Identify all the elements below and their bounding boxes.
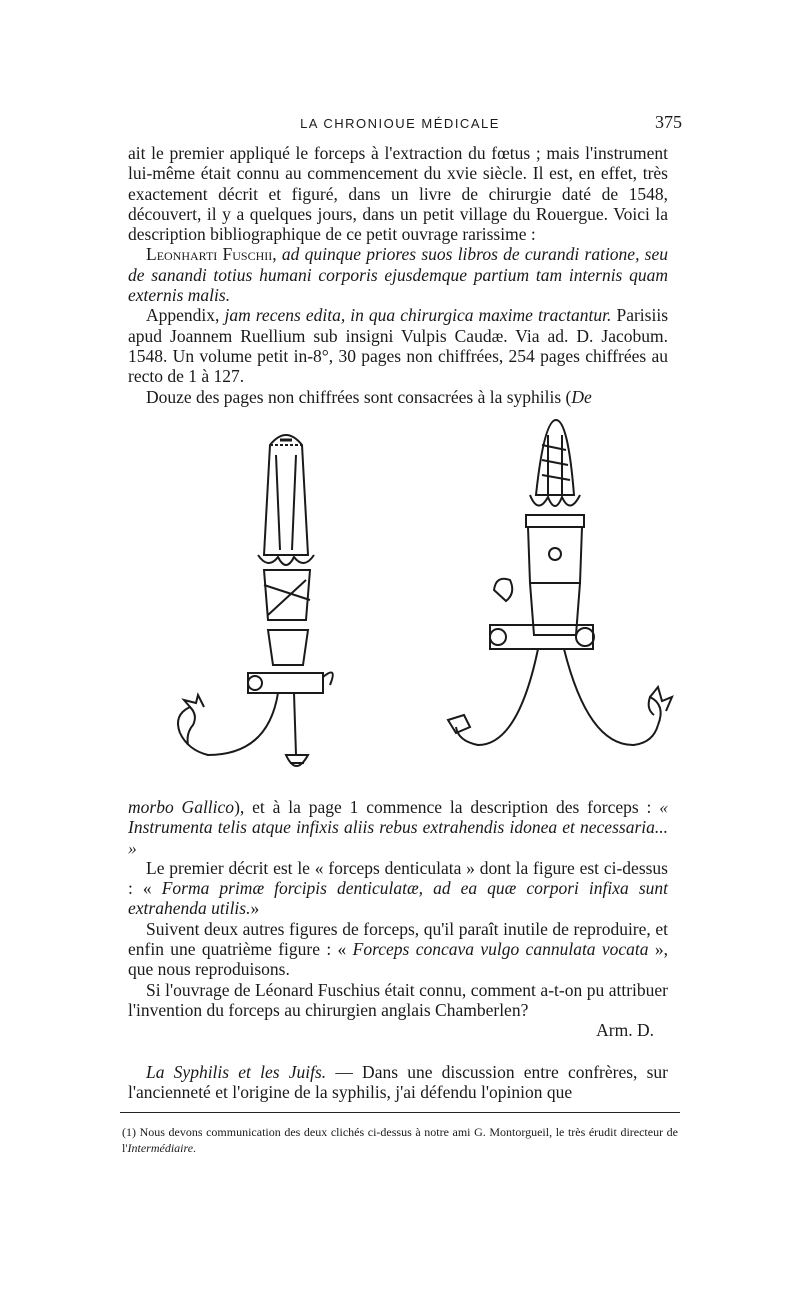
forceps-figure	[118, 415, 682, 795]
appendix-title: jam recens edita, in qua chirurgica maxime tractantur.	[224, 305, 612, 326]
paragraph-1: ait le premier appliqué le forceps à l'extraction du fœtus ; mais l'instrument lui-même était connu au commencement du xvie siècle. Il est, en effet, très exactement décrit et figuré, dans un livre de chirurgie daté de 1548, découvert, il y a quelques jours, dans un petit village du Rouergue. Voici la description bibliographique de ce petit ouvrage rarissime :	[128, 143, 668, 245]
paragraph-8: Si l'ouvrage de Léonard Fuschius était connu, comment a-t-on pu attribuer l'invention du forceps au chirurgien anglais Chamberlen?	[128, 979, 668, 1020]
forceps-cannulata-drawing	[448, 420, 672, 745]
paragraph-7	[128, 919, 668, 980]
text-block-bottom	[128, 1062, 668, 1103]
book-title: ad quinque priores suos libros de curandi ratione, seu de sanandi totius humani corporis ejusdemque partium tam internis quam externis malis.	[128, 244, 669, 306]
paragraph-5	[128, 797, 668, 858]
paragraph-2	[128, 244, 668, 305]
paragraph-4-text: Douze des pages non chiffrées sont consacrées à la syphilis (	[146, 386, 572, 407]
paragraph-6-close: »	[250, 898, 260, 919]
paragraph-5-text: ), et à la page 1 commence la description des forceps :	[234, 797, 652, 817]
section-title: La Syphilis et les Juifs.	[146, 1062, 327, 1082]
paragraph-3	[128, 305, 668, 386]
footnote-body: (1) Nous devons communication des deux clichés ci-dessus à notre ami G. Montorgueil, le très érudit directeur de l'	[122, 1125, 678, 1155]
morbo-gallico: morbo Gallico	[128, 797, 235, 817]
paragraph-7-text: Suivent deux autres figures de forceps, qu'il paraît inutile de reproduire, et enfin une quatrième figure : «	[128, 918, 668, 960]
publication-details: Parisiis apud Joannem Ruellium sub insigni Vulpis Caudæ. Via ad. D. Jacobum. 1548. Un volume petit in-8°, 30 pages non chiffrées, 254 pages chiffrées au recto de 1 à 127.	[128, 305, 669, 387]
footnote-italic: Intermédiaire	[127, 1141, 194, 1155]
appendix-label: Appendix,	[146, 305, 220, 326]
paragraph-7-italic: Forceps concava vulgo cannulata vocata	[352, 939, 649, 960]
footnote-text	[122, 1124, 678, 1156]
latin-quote: « Instrumenta telis atque infixis aliis rebus extrahendis idonea et necessaria... »	[128, 797, 668, 858]
forceps-denticulata-drawing	[178, 435, 333, 766]
footnote-divider	[120, 1112, 680, 1113]
footnote-end: .	[193, 1141, 197, 1155]
paragraph-6-italic: Forma primæ forcipis denticulatæ, ad ea quæ corpori infixa sunt extrahenda utilis.	[128, 878, 668, 919]
footnote	[122, 1124, 678, 1156]
paragraph-9	[128, 1062, 668, 1103]
text-block-middle	[128, 797, 668, 1041]
paragraph-4	[128, 387, 668, 407]
text-block-top	[128, 143, 668, 407]
paragraph-7-close: », que nous reproduisons.	[128, 939, 669, 980]
signature: Arm. D.	[596, 1020, 654, 1041]
forceps-illustration	[118, 415, 682, 795]
author-name: Leonharti Fuschii,	[146, 244, 277, 265]
running-title: LA CHRONIOUE MÉDICALE	[300, 116, 500, 131]
paragraph-6	[128, 858, 668, 919]
page-number: 375	[655, 112, 682, 132]
paragraph-9-text: — Dans une discussion entre confrères, sur l'ancienneté et l'origine de la syphilis, j'ai défendu l'opinion que	[128, 1062, 668, 1103]
paragraph-4-italic: De	[571, 386, 592, 407]
page-header	[118, 112, 682, 136]
paragraph-6-text: Le premier décrit est le « forceps denticulata » dont la figure est ci-dessus : «	[128, 857, 668, 899]
